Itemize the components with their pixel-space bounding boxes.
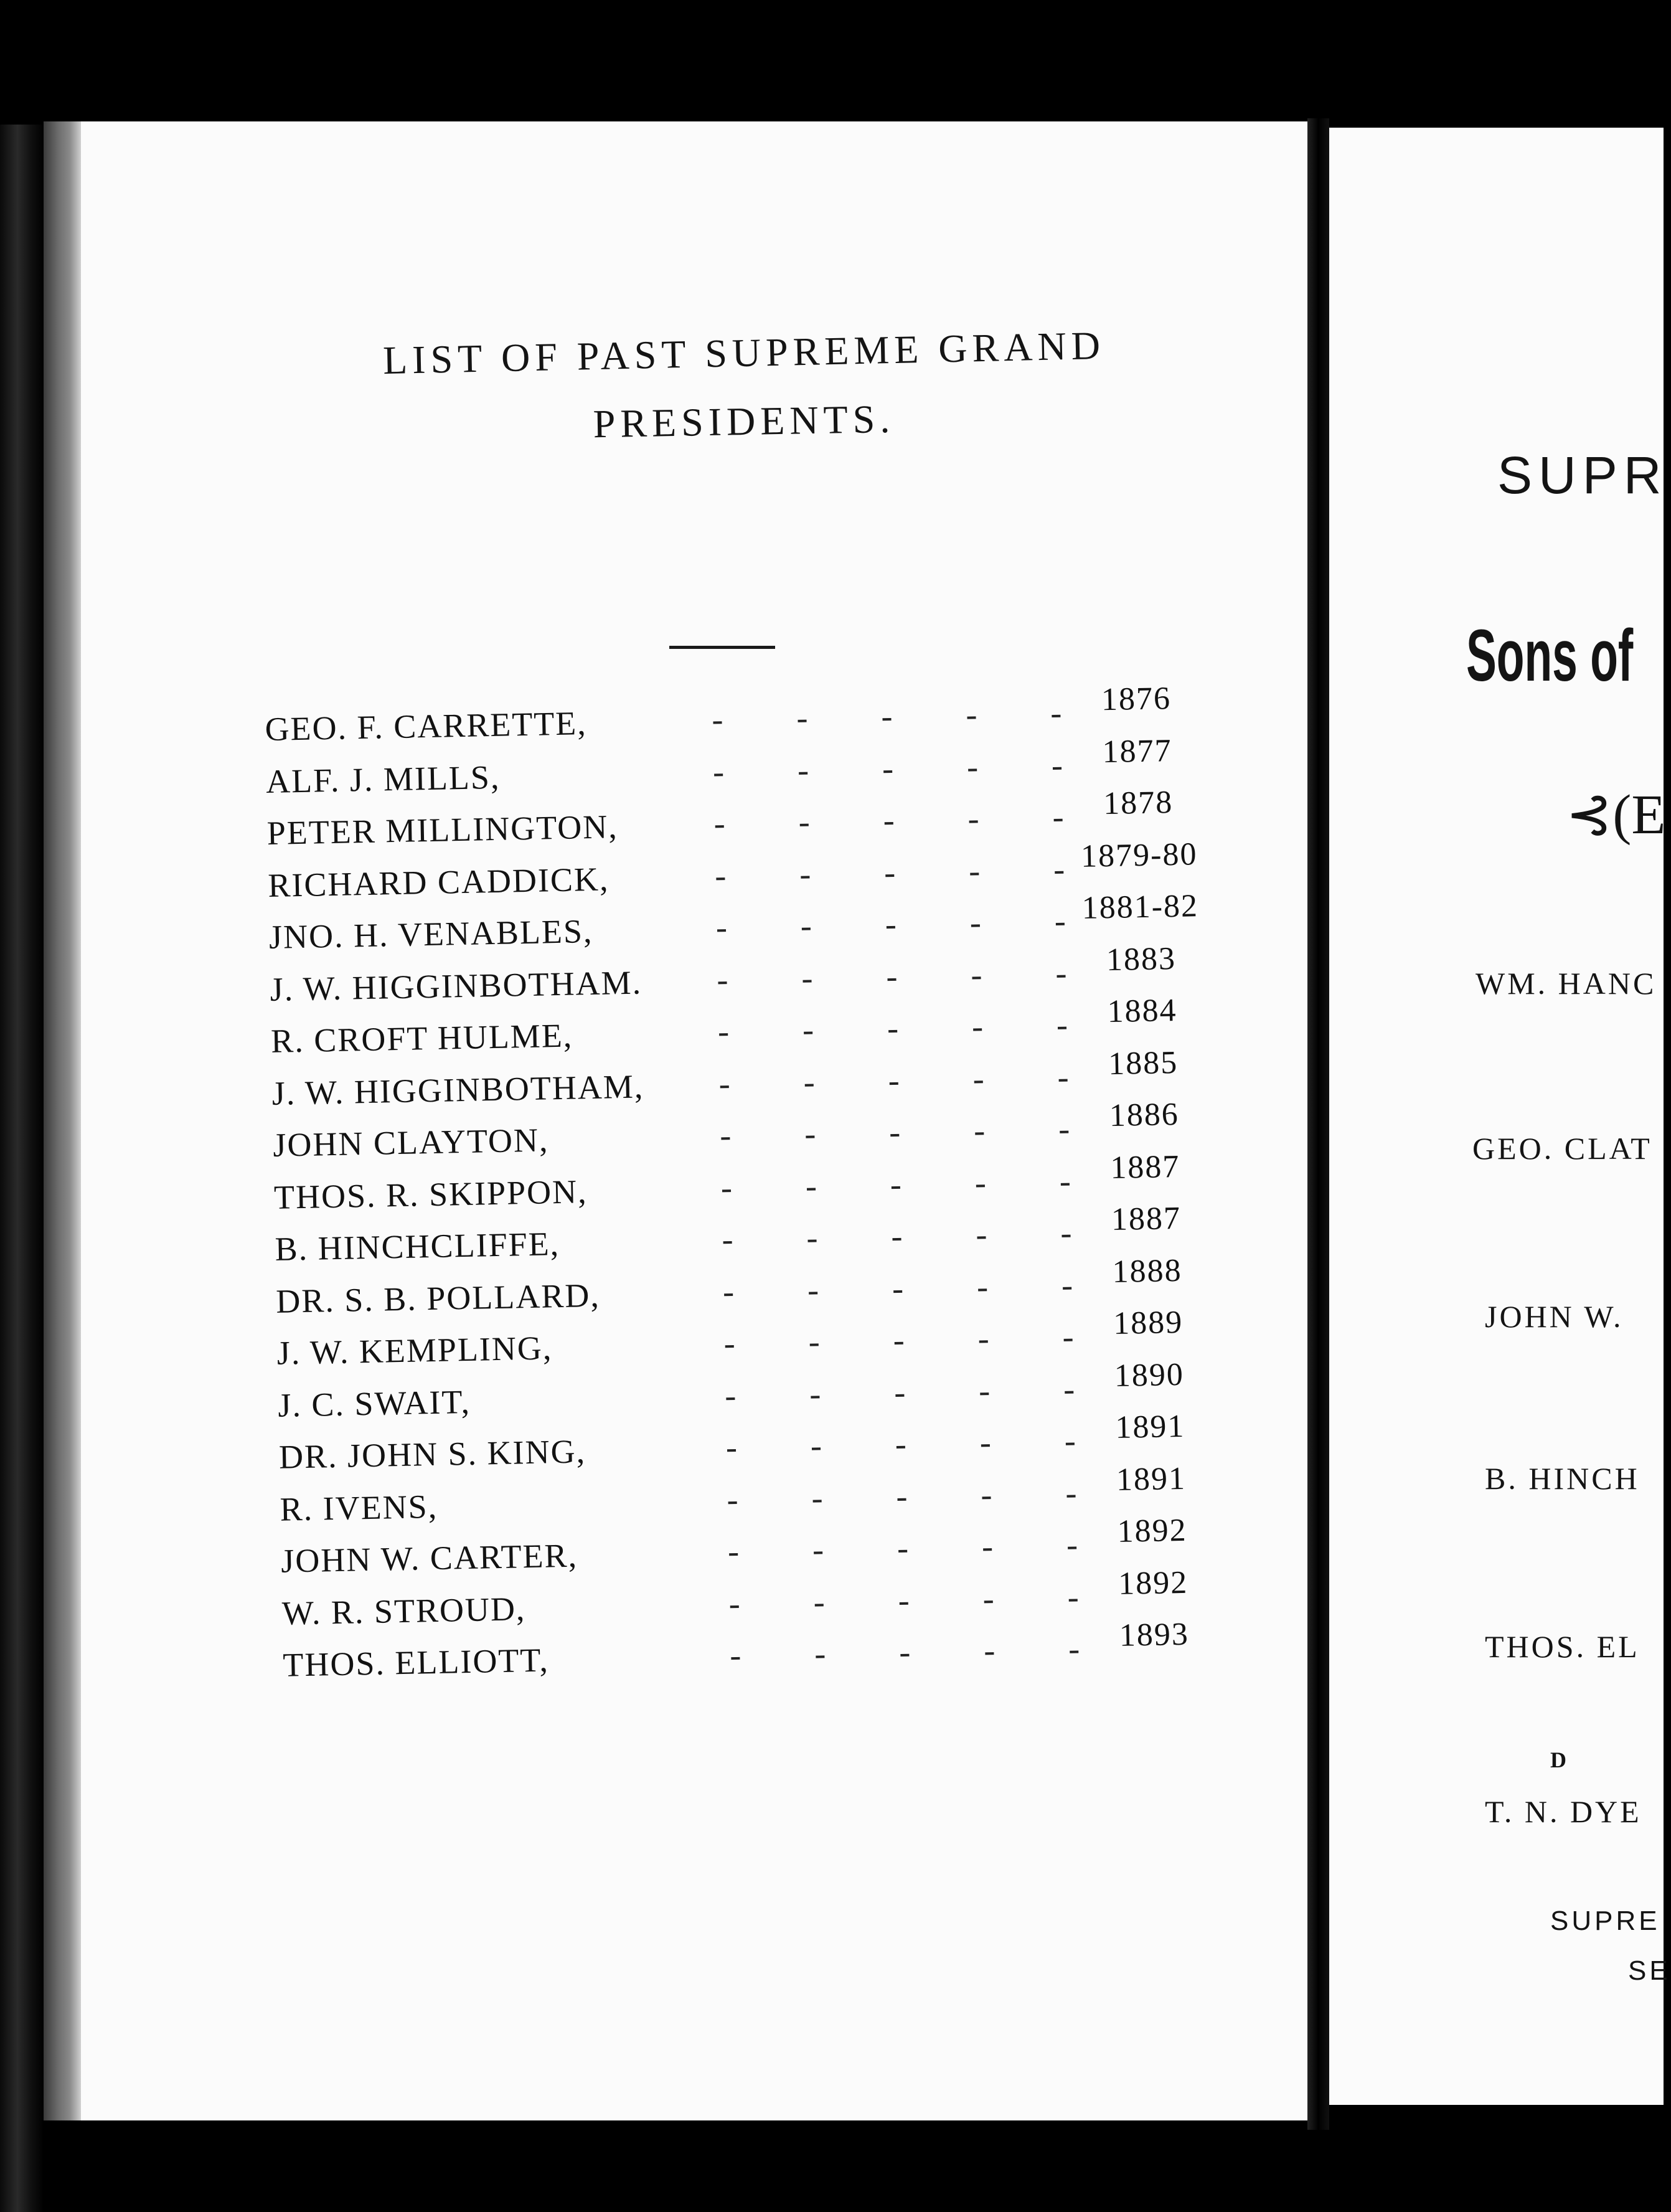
president-year: 1890 (1114, 1356, 1185, 1394)
president-year: 1888 (1112, 1252, 1183, 1290)
leader-dots: - - - - - (717, 1006, 1068, 1051)
officer-title-fragment: D (1550, 1747, 1566, 1772)
president-year: 1891 (1114, 1408, 1185, 1445)
president-name: JOHN CLAYTON, (272, 1121, 549, 1164)
officer-line: WM. HANC (1476, 966, 1657, 1001)
leader-dots: - - - - - (728, 1577, 1080, 1622)
president-year: 1887 (1111, 1200, 1182, 1238)
president-year: 1885 (1108, 1044, 1179, 1082)
footer-line: SE (1628, 1955, 1671, 1986)
leader-dots: - - - - - (725, 1422, 1076, 1466)
leader-dots: - - - - - (718, 1057, 1070, 1102)
leader-dots: - - - - - (722, 1265, 1073, 1310)
president-name: PETER MILLINGTON, (266, 808, 619, 852)
leader-dots: - - - - - (715, 902, 1066, 947)
officer-line: JOHN W. (1485, 1299, 1624, 1334)
right-page-title: SUPR (1497, 446, 1668, 504)
officer-line: B. HINCH (1485, 1461, 1640, 1496)
right-page-subtitle: Sons of (1466, 615, 1634, 697)
presidents-list (265, 681, 1292, 1698)
officer-line: T. N. DYE (1485, 1794, 1642, 1829)
book-gutter (1307, 118, 1329, 2130)
president-name: DR. JOHN S. KING, (278, 1432, 586, 1476)
president-year: 1881-82 (1081, 888, 1199, 926)
president-year: 1891 (1116, 1460, 1187, 1498)
leader-dots: - - - - - (712, 745, 1063, 790)
title-divider (669, 646, 775, 649)
page-title: LIST OF PAST SUPREME GRAND (382, 323, 1106, 383)
leader-dots: - - - - - (719, 1110, 1070, 1155)
president-year: 1893 (1119, 1616, 1190, 1653)
president-name: J. C. SWAIT, (277, 1382, 471, 1424)
president-year: 1883 (1106, 940, 1177, 978)
president-name: THOS. R. SKIPPON, (273, 1172, 588, 1216)
president-name: RICHARD CADDICK, (267, 859, 610, 904)
president-year: 1878 (1103, 785, 1174, 822)
president-year: 1886 (1109, 1096, 1180, 1134)
president-name: J. W. HIGGINBOTHAM, (271, 1067, 644, 1112)
leader-dots: - - - - - (723, 1318, 1075, 1363)
president-name: W. R. STROUD, (281, 1589, 526, 1632)
page-title-line-2: PRESIDENTS. (593, 396, 895, 447)
leader-dots: - - - - - (724, 1369, 1075, 1414)
leader-dots: - - - - - (711, 694, 1062, 739)
president-year: 1876 (1101, 681, 1172, 718)
president-name: J. W. KEMPLING, (276, 1329, 553, 1372)
leader-dots: - - - - - (726, 1473, 1077, 1518)
right-page (1329, 128, 1671, 2105)
officer-line: THOS. EL (1485, 1629, 1640, 1664)
footer-line: SUPRE (1550, 1906, 1660, 1936)
president-year: 1879-80 (1080, 836, 1198, 874)
president-name: JOHN W. CARTER, (280, 1536, 578, 1580)
page-edges (44, 121, 81, 2120)
president-name: R. CROFT HULME, (270, 1016, 573, 1060)
leader-dots: - - - - - (716, 953, 1067, 998)
president-year: 1884 (1107, 992, 1178, 1030)
president-year: 1892 (1117, 1512, 1188, 1549)
president-name: GEO. F. CARRETTE, (265, 704, 588, 748)
leader-dots: - - - - - (714, 849, 1065, 894)
leader-dots: - - - - - (721, 1214, 1072, 1259)
leader-dots: - - - - - (729, 1630, 1080, 1674)
leader-dots: - - - - - (727, 1526, 1078, 1570)
president-year: 1887 (1109, 1148, 1180, 1186)
book-spine (0, 125, 44, 2212)
president-name: THOS. ELLIOTT, (282, 1641, 550, 1684)
ornament-text: ⊰(E (1566, 784, 1666, 846)
president-name: DR. S. B. POLLARD, (275, 1276, 601, 1320)
president-year: 1889 (1113, 1304, 1184, 1342)
president-name: R. IVENS, (280, 1487, 438, 1528)
president-name: J. W. HIGGINBOTHAM. (270, 963, 643, 1008)
president-name: ALF. J. MILLS, (265, 758, 501, 800)
president-name: JNO. H. VENABLES, (268, 912, 594, 956)
leader-dots: - - - - - (720, 1161, 1071, 1206)
president-name: B. HINCHCLIFFE, (275, 1225, 560, 1268)
leader-dots: - - - - - (713, 798, 1065, 843)
president-year: 1877 (1101, 732, 1173, 770)
officer-line: GEO. CLAT (1472, 1131, 1652, 1166)
president-year: 1892 (1118, 1564, 1189, 1602)
